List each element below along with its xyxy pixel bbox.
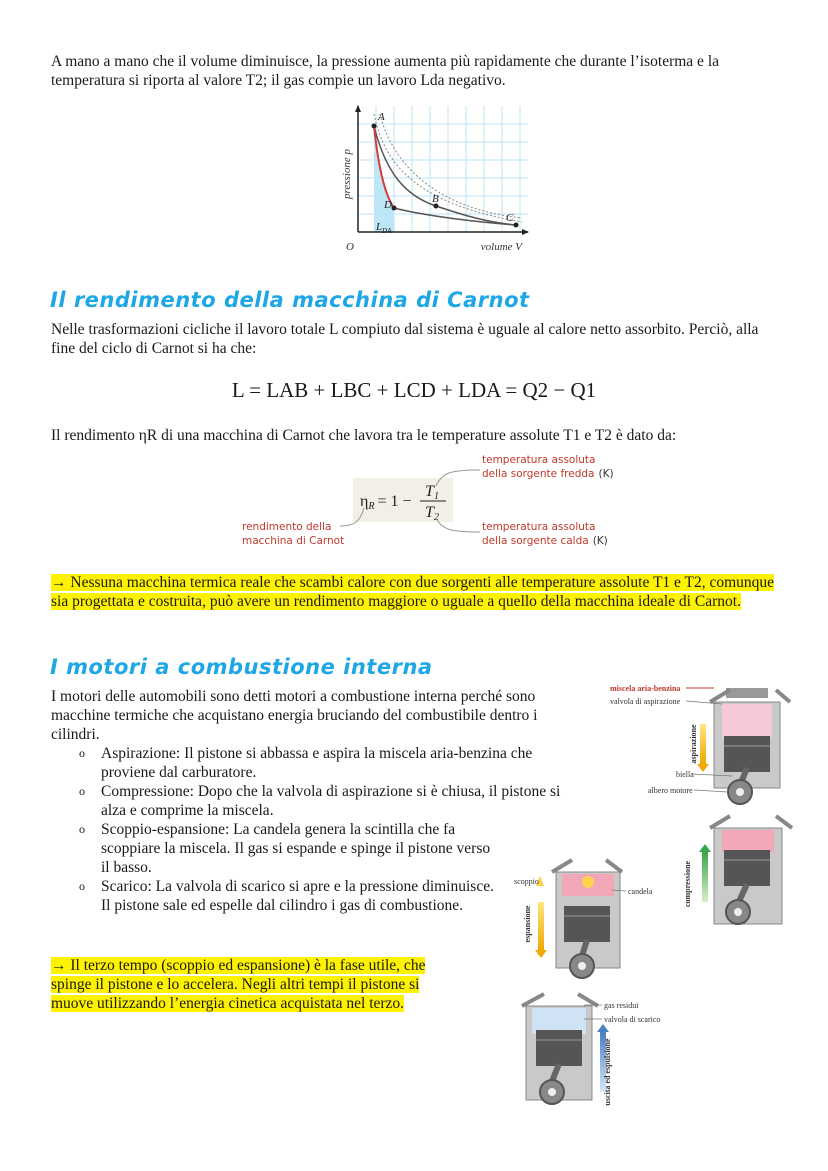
formula-equals: = 1 − xyxy=(377,493,412,510)
point-a-label: A xyxy=(378,111,385,123)
carnot-paragraph-1: Nelle trasformazioni cicliche il lavoro totale L compiuto dal sistema è uguale al calore netto assorbito. Perciò, alla fine del ciclo di Carnot si ha che: xyxy=(51,321,759,357)
note-eff-line2: macchina di Carnot xyxy=(242,535,345,547)
denominator-t: T xyxy=(425,504,434,521)
note-hot-unit: (K) xyxy=(592,535,608,547)
svg-text:della sorgente fredda(K) xyxy=(482,468,614,480)
engine-power xyxy=(535,860,622,978)
denominator-sub: 2 xyxy=(433,512,439,523)
note-cold-line2: della sorgente fredda xyxy=(482,468,595,480)
engine-compression xyxy=(699,816,792,924)
point-b-label: B xyxy=(432,193,439,205)
y-axis-label: pressione p xyxy=(341,148,353,200)
label-candela: candela xyxy=(628,887,653,896)
label-valvola-aspirazione: valvola di aspirazione xyxy=(610,697,681,706)
svg-text:ηR= 1 − xyxy=(360,493,412,512)
efficiency-formula xyxy=(236,448,616,552)
note-hot-line2: della sorgente calda xyxy=(482,535,589,547)
origin-label: O xyxy=(346,241,354,253)
label-valvola-scarico: valvola di scarico xyxy=(604,1015,661,1024)
engines-highlight: → Il terzo tempo (scoppio ed espansione) è la fase utile, che spinge il pistone e lo accelera. Negli altri tempi il pistone si muove utilizzando l’energia cinetica acquistata nel terzo. xyxy=(51,957,426,1012)
note-hot-line1: temperatura assoluta xyxy=(482,521,596,533)
label-aspirazione: aspirazione xyxy=(689,724,698,764)
engine-intake xyxy=(697,688,790,804)
eta-symbol: η xyxy=(360,493,369,510)
note-cold-unit: (K) xyxy=(598,468,614,480)
note-eff-line1: rendimento della xyxy=(242,521,332,533)
area-label: $L_{DA}$ xyxy=(376,221,392,235)
list-item: o Compressione: Dopo che la valvola di aspirazione si è chiusa, il pistone si alza e comprime la miscela. xyxy=(79,783,561,819)
svg-text:della sorgente calda(K) xyxy=(482,535,608,547)
section-heading-carnot: Il rendimento della macchina di Carnot xyxy=(50,288,530,312)
label-espansione: espansione xyxy=(523,905,532,943)
intro-paragraph: A mano a mano che il volume diminuisce, la pressione aumenta più rapidamente che durante l’isoterma e la temperatura si riporta al valore T2; il gas compie un lavoro Lda negativo. xyxy=(51,53,719,89)
engine-illustrations xyxy=(500,680,820,1120)
point-c-label: C xyxy=(506,212,514,224)
point-d-label: D xyxy=(384,199,392,211)
label-albero: albero motore xyxy=(648,786,693,795)
carnot-equation: L = LAB + LBC + LCD + LDA = Q2 − Q1 xyxy=(231,378,597,402)
numerator-sub: 1 xyxy=(433,491,439,502)
engines-paragraph: I motori delle automobili sono detti motori a combustione interna perché sono macchine termiche che acquistano energia bruciando del combustibile dentro i cilindri. xyxy=(51,688,538,743)
numerator-t: T xyxy=(425,483,434,500)
carnot-highlight: → Nessuna macchina termica reale che scambi calore con due sorgenti alle temperature assolute T1 e T2, comunque sia progettata e costruita, può avere un rendimento maggiore o uguale a quello della macchina ideale di Carnot. xyxy=(51,574,775,610)
label-miscela: miscela aria-benzina xyxy=(610,684,681,693)
eta-subscript: R xyxy=(368,501,375,512)
note-cold-line1: temperatura assoluta xyxy=(482,454,596,466)
label-uscita: uscita ed espulsione xyxy=(603,1038,612,1106)
list-item: o Scarico: La valvola di scarico si apre e la pressione diminuisce. Il pistone sale ed espelle dal cilindro i gas di combustione. xyxy=(79,878,494,914)
list-item: o Aspirazione: Il pistone si abbassa e aspira la miscela aria-benzina che proviene dal carburatore. xyxy=(79,745,533,781)
x-axis-label: volume V xyxy=(480,241,522,253)
label-gas-residui: gas residui xyxy=(604,1001,639,1010)
list-item: o Scoppio-espansione: La candela genera la scintilla che fa scoppiare la miscela. Il gas si espande e spinge il pistone verso il basso. xyxy=(79,821,491,876)
label-compressione: compressione xyxy=(683,860,692,908)
carnot-paragraph-2: Il rendimento ηR di una macchina di Carnot che lavora tra le temperature assolute T1 e T2 è dato da: xyxy=(51,427,677,444)
pv-diagram xyxy=(336,104,530,260)
section-heading-engines: I motori a combustione interna xyxy=(50,655,433,679)
engine-exhaust xyxy=(522,994,609,1104)
label-scoppio: scoppio xyxy=(514,877,539,886)
label-biella: biella xyxy=(676,770,694,779)
